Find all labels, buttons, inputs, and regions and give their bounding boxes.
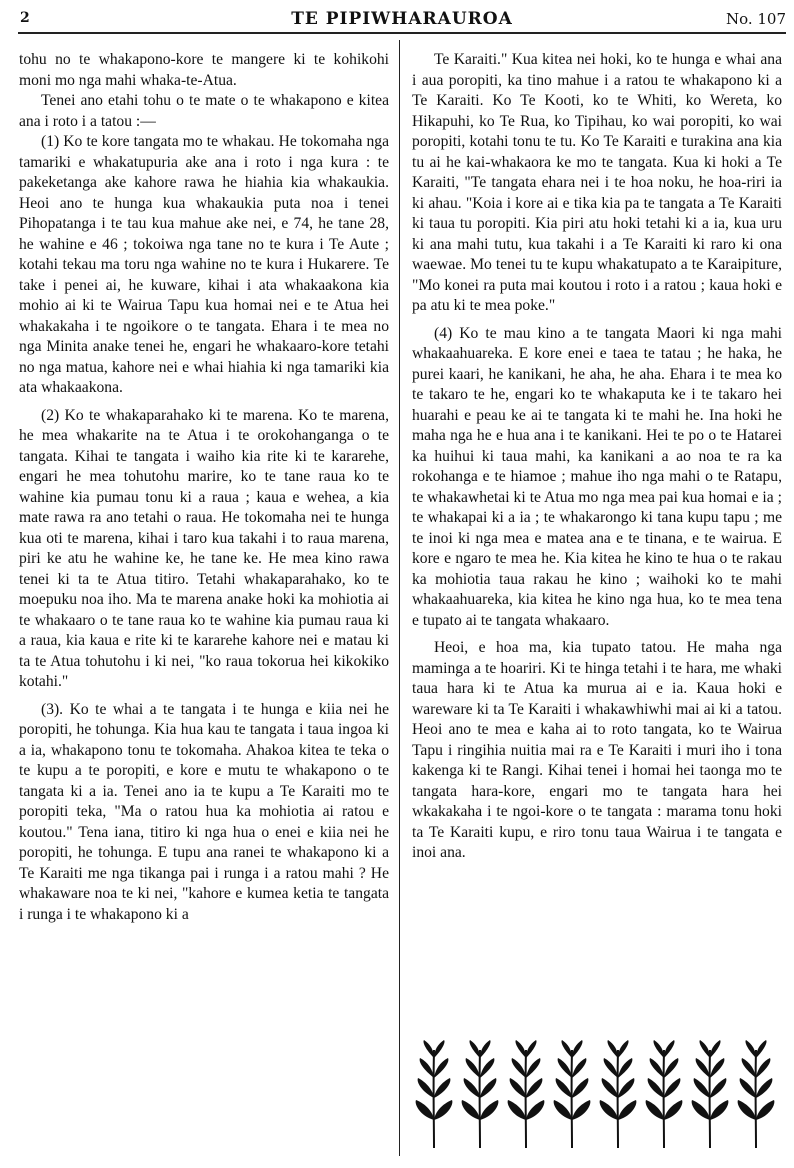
paragraph: (2) Ko te whakaparahako ki te marena. Ko te marena, he mea whakarite na te Atua i te orokohanganga o te tangata. Kihai te tangata i waiho kia rite ki te kararehe, engari he mea tohutohu marire, ko te tane raua ko te wahine kia pumau tonu ki a raua ; kaua e wehea, a kia mate rawa ra ano tetahi o raua. He tokomaha nei te hunga kua oti te marena, kihai i taro kua takahi i to raua marena, piri ke atu he wahine ke, he tane ke. He mea kino rawa tenei ki ta te Atua titiro. Tetahi whakaparahako, ko te moepuku noa iho. Ma te marena anake hoki ka mohiotia ai te whakaaro o te tane raua ko te wahine kia pumau raua ki a raua, kia kaua e rite ki te kararehe kahore nei e matau ki ta te Atua tohutohu i ki nei, "ko raua tokorua hei kikokiko kotahi." [19, 406, 389, 690]
paragraph: Heoi, e hoa ma, kia tupato tatou. He maha nga maminga a te hoariri. Ki te hinga tetahi i te hara, me whaki taua hara ki te Atua ka murua ai e ia. Kaua hoki e wareware ki ta Te Karaiti i whakawhiwhi mai ai ki a tatou. Heoi ano te mea e kaha ai to roto tangata, ko te Wairua Tapu i ringihia nuitia mai ra e Te Karaiti i muri iho i tona kakenga ki te Rangi. Kihai tenei i homai hei taonga mo te tangata hara-kore, engari mo te tangata hara hei wkakakaha i te ngoi-kore o te tangata : marama tonu hoki ta Te Karaiti kupu, e riro tonu taua Wairua i te tangata e inoi ana. [412, 639, 782, 861]
paragraph: (3). Ko te whai a te tangata i te hunga e kiia nei he poropiti, he tohunga. Kia hua kau te tangata i taua ingoa ki a ia, whakapono tonu te tokomaha. Ahakoa kitea te teka o te kupu a te poropiti, e kore e mutu te whakapono o te tangata ki a ia. Tenei ano ia te kupu a Te Karaiti mo te poropiti teka, "Ma o ratou hua ka mohiotia ai ratou e koutou." Tena iana, titiro ki nga hua o enei e kiia nei he poropiti, he tohunga. E tupu ana ranei te whakapono ki a Te Karaiti me nga tikanga pai i runga i a ratou mahi ? He whakaware noa te ki nei, "kahore e kumea ketia te tangata i runga i te whakapono ki a [19, 700, 389, 923]
fern-ornament [412, 1040, 782, 1150]
page-number: 2 [20, 10, 30, 26]
issue-number: No. 107 [725, 10, 786, 28]
right-column [412, 50, 782, 864]
paragraph: Tenei ano etahi tohu o te mate o te whakapono e kitea ana i roto i a tatou :— [19, 92, 389, 130]
left-column [19, 50, 389, 925]
paragraph: (4) Ko te mau kino a te tangata Maori ki nga mahi whakaahuareka. E kore enei e taea te tatau ; he haka, he purei kaari, he kanikani, he aha, he aha. Ehara i te mea ko te takaro te he, engari ko te whakaputa ke i te takaro hei huarahi e peau ke ai te tangata ki te mahi he. Ina hoki he maha nga he e hua ana i te kanikani. Hei te po o te Hatarei ka huihui ki taua mahi, ka kanikani a ao noa te ra ka rokohanga e te hiamoe ; mahue iho nga mahi o te Ratapu, te whakawhetai ki te Atua mo nga mea pai kua homai e ia ; te whakapai ki a ia ; te whakarongo ki tana kupu tapu ; me te inoi ki nga mea e matea ana e te tinana, e te wairua. E kore e ngaro te mea he. Kia kitea he kino te hua o te rakau ka mohiotia taua rakau he kino ; waihoki ko te mahi whakaahuareka, kia kitea he kino nga hua, ko te mea tena e tupato ai te tangata whakaaro. [412, 324, 782, 629]
page-header [18, 6, 786, 34]
paragraph: Te Karaiti." Kua kitea nei hoki, ko te hunga e whai ana i aua poropiti, ka tino mahue i a ratou te whakapono ki a Te Karaiti. Ko Te Kooti, ko te Whiti, ko Wereta, ko Hikapuhi, ko Te Rua, ko Tipihau, ko wai poropiti, ko wai poropiti, kotahi tonu te tu. Ko Te Karaiti e turakina ana kia tu ai he kai-whakaora ke mo te tangata. Kua ki hoki a Te Karaiti, "Te tangata ehara nei i te hoa noku, he hoa-riri ia ki ahau. "Koia i kore ai e tika kia pa te tangata a Te Karaiti ki taua tu poropiti. Kia piri atu hoki tetahi ki a ia, kua uru ki ana mahi tutu, kua takahi i a Te Karaiti ki raro ki ona waewae. Mo tenei tu te kupu whakatupato a te Karaipiture, "Mo konei ra puta mai koutou i roto i a ratou ; kaua hoki e pa atu ki te mea poke." [412, 51, 782, 314]
paragraph: (1) Ko te kore tangata mo te whakau. He tokomaha nga tamariki e whakatupuria ake ana i roto i nga kura : te pakeketanga ake kahore rawa he hiahia kia whakaukia. Heoi ano te hunga kua whakaukia puta noa i tenei Pihopatanga i te tau kua mahue ake nei, e 74, he tane 28, he wahine e 46 ; tokoiwa nga tane no te kura i Te Aute ; kotahi tekau ma toru nga wahine no te kura i Hukarere. Te take i penei ai, he kuware, kihai i ata whakaakona kia mohio ai ki te Wairua Tapu kua homai nei e te Atua hei whakakaha i te ngoikore o te tangata. Ehara i te mea no nga Minita anake tenei he, engari he whakaaro-kore tetahi no nga matua, kahore nei e whai hiahia ki nga tamariki kia ata whakaakona. [19, 133, 389, 396]
paragraph: tohu no te whakapono-kore te mangere ki te kohikohi moni mo nga mahi whaka-te-Atua. [19, 51, 389, 89]
publication-title: TE PIPIWHARAUROA [291, 9, 513, 29]
column-divider [399, 40, 400, 1156]
